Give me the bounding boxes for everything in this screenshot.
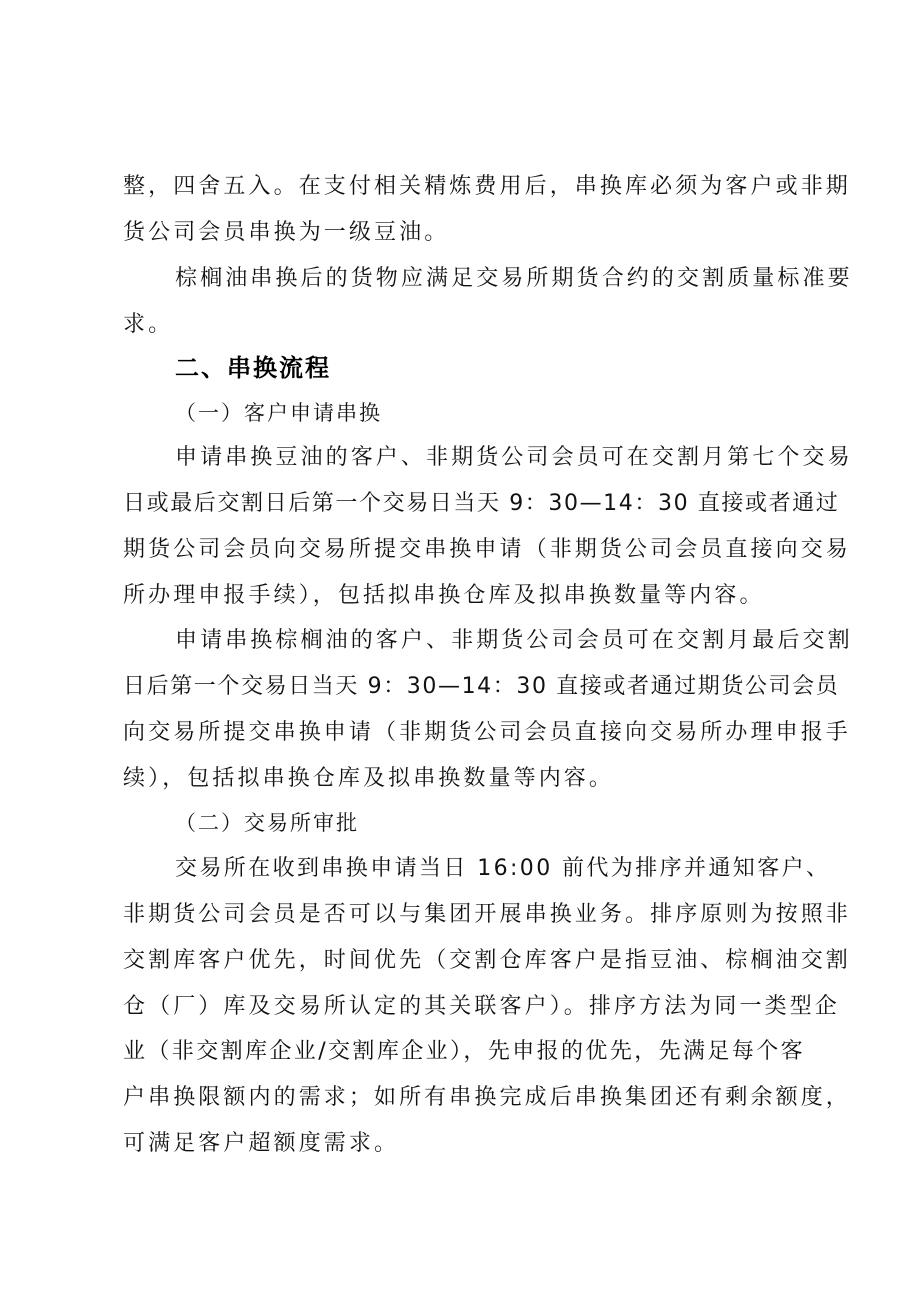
paragraph-4-line-1: 申请串换棕榈油的客户、非期货公司会员可在交割月最后交割 <box>175 628 853 653</box>
section-heading: 二、串换流程 <box>175 354 331 382</box>
paragraph-3-line-2: 日或最后交割日后第一个交易日当天 9：30—14：30 直接或者通过 <box>123 491 840 516</box>
paragraph-3-line-3: 期货公司会员向交易所提交串换申请（非期货公司会员直接向交易 <box>123 537 851 562</box>
subsection-heading-2: （二）交易所审批 <box>175 811 359 835</box>
paragraph-4-line-3: 向交易所提交串换申请（非期货公司会员直接向交易所办理申报手 <box>123 720 851 745</box>
paragraph-5-line-1: 交易所在收到串换申请当日 16:00 前代为排序并通知客户、 <box>175 856 831 881</box>
paragraph-3-line-4: 所办理申报手续），包括拟串换仓库及拟串换数量等内容。 <box>123 583 765 608</box>
paragraph-1-line-1: 整，四舍五入。在支付相关精炼费用后，串换库必须为客户或非期 <box>123 174 851 199</box>
paragraph-4-line-2: 日后第一个交易日当天 9：30—14：30 直接或者通过期货公司会员 <box>123 674 840 699</box>
paragraph-2-line-1: 棕榈油串换后的货物应满足交易所期货合约的交割质量标准要 <box>175 266 853 291</box>
paragraph-5-line-4: 仓（厂）库及交易所认定的其关联客户）。排序方法为同一类型企 <box>123 994 840 1019</box>
paragraph-5-line-5: 业（非交割库企业/交割库企业），先申报的优先，先满足每个客 <box>123 1039 806 1064</box>
paragraph-3-line-1: 申请串换豆油的客户、非期货公司会员可在交割月第七个交易 <box>175 445 853 470</box>
paragraph-5-line-3: 交割库客户优先，时间优先（交割仓库客户是指豆油、棕榈油交割 <box>123 948 851 973</box>
paragraph-5-line-6: 户串换限额内的需求；如所有串换完成后串换集团还有剩余额度， <box>123 1085 851 1110</box>
paragraph-2-line-2: 求。 <box>123 312 174 337</box>
paragraph-5-line-2: 非期货公司会员是否可以与集团开展串换业务。排序原则为按照非 <box>123 902 851 927</box>
paragraph-1-line-2: 货公司会员串换为一级豆油。 <box>123 220 450 245</box>
subsection-heading-1: （一）客户申请串换 <box>175 401 382 425</box>
paragraph-5-line-7: 可满足客户超额度需求。 <box>123 1131 400 1156</box>
paragraph-4-line-4: 续），包括拟串换仓库及拟串换数量等内容。 <box>123 766 615 791</box>
